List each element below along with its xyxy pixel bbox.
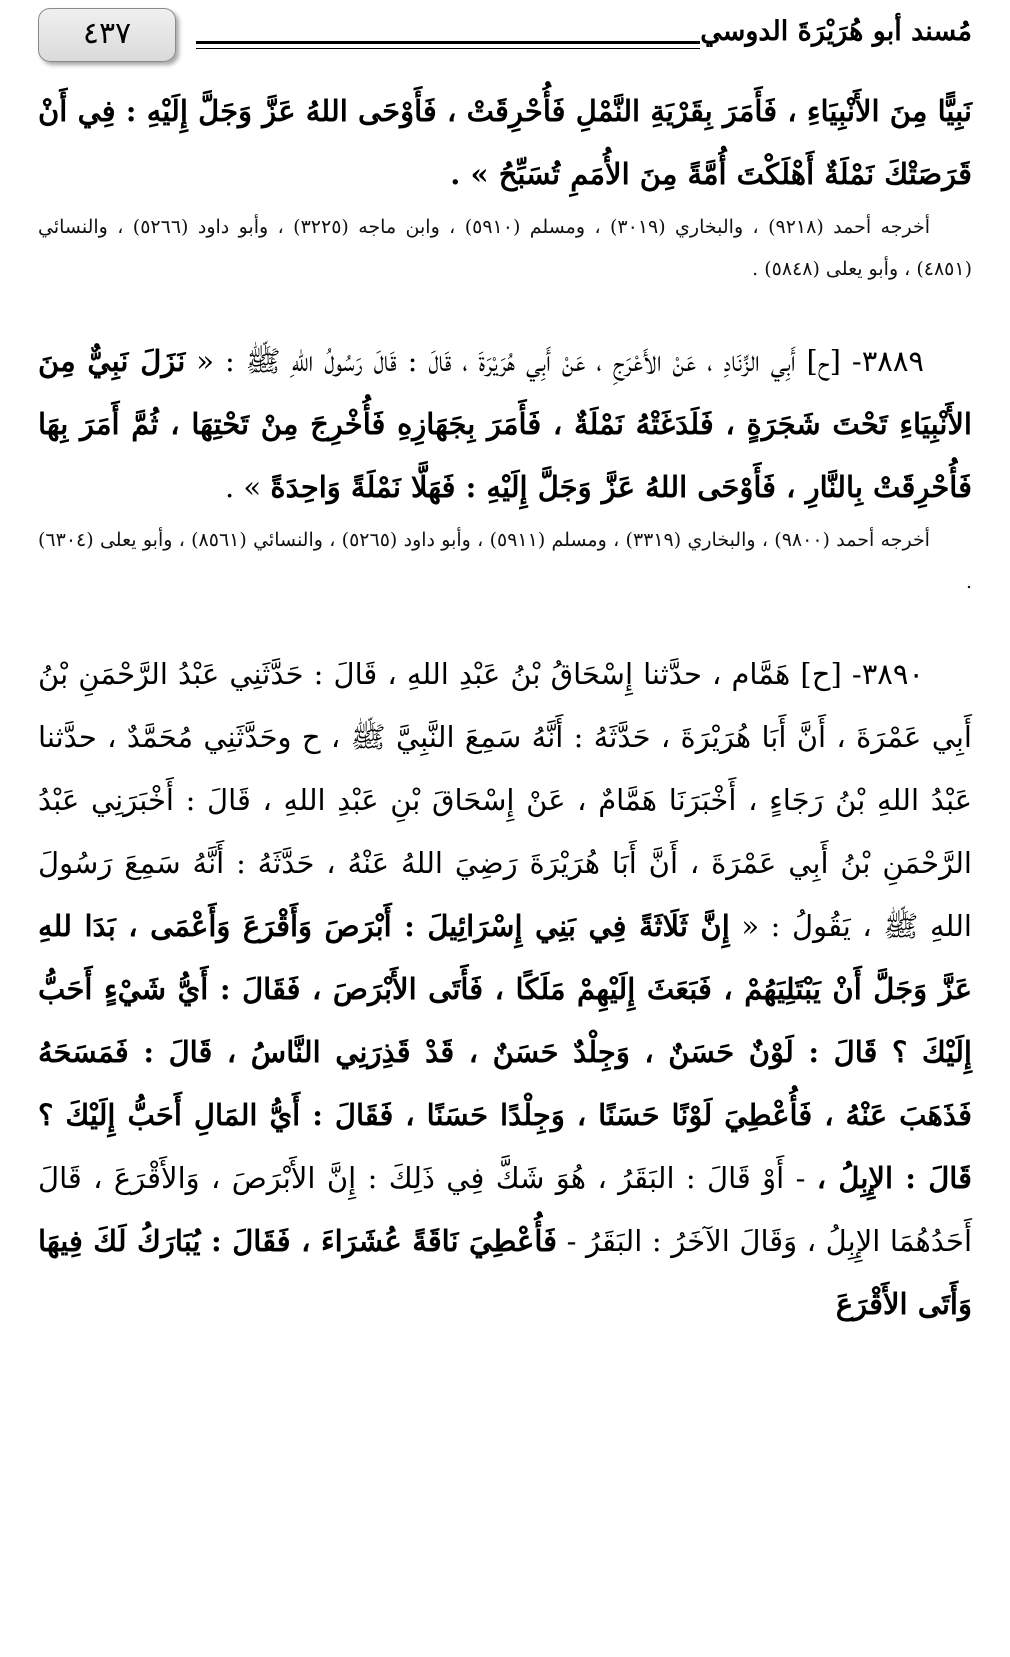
- hadith-number: ٣٨٨٩-: [851, 344, 925, 378]
- isnad-text: [ح] هَمَّام ، حدَّثنا إِسْحَاقُ بْنُ عَبْدِ اللهِ ، قَالَ : حَدَّثَنِي عَبْدُ الرَّحْمَنِ بْنُ أَبِي عَمْرَةَ ، أَنَّ أَبَا هُرَيْرَةَ ، حَدَّثَهُ : أَنَّهُ سَمِعَ النَّبِيَّ ﷺ ، ح وحَدَّثَنِي مُحَمَّدٌ ، حدَّثنا عَبْدُ اللهِ بْنُ رَجَاءٍ ، أَخْبَرَنَا هَمَّامٌ ، عَنْ إِسْحَاقَ بْنِ عَبْدِ اللهِ ، قَالَ : أَخْبَرَنِي عَبْدُ الرَّحْمَنِ بْنُ أَبِي عَمْرَةَ ، أَنَّ أَبَا هُرَيْرَةَ رَضِيَ اللهُ عَنْهُ ، حَدَّثَهُ : أَنَّهُ سَمِعَ رَسُولَ اللهِ ﷺ ، يَقُولُ : «: [38, 657, 972, 943]
- header-rule-thick: [196, 41, 700, 44]
- page-header: [38, 8, 972, 68]
- takhrij-note: أخرجه أحمد (٩٨٠٠) ، والبخاري (٣٣١٩) ، ومسلم (٥٩١١) ، وأبو داود (٥٢٦٥) ، والنسائي (٨٥٦١) ، وأبو يعلى (٦٣٠٤) .: [38, 529, 972, 593]
- page-number-badge: ٤٣٧: [38, 8, 176, 62]
- hadith-3889: [38, 330, 972, 603]
- matn-text-continued: فَأُعْطِيَ نَاقَةً عُشَرَاءَ ، فَقَالَ : يُبَارَكُ لَكَ فِيهَا وَأَتَى الأَقْرَعَ: [38, 1224, 972, 1321]
- hadith-text: [38, 643, 972, 1336]
- quote-end: » .: [225, 470, 262, 504]
- narrator-aside: - أَوْ قَالَ : البَقَرُ ، هُوَ شَكَّ فِي ذَلِكَ : إِنَّ الأَبْرَصَ ، وَالأَقْرَعَ ، قَالَ أَحَدُهُمَا الإِبِلُ ، وَقَالَ الآخَرُ : البَقَرُ -: [38, 1161, 972, 1258]
- takhrij-note: أخرجه أحمد (٩٢١٨) ، والبخاري (٣٠١٩) ، ومسلم (٥٩١٠) ، وابن ماجه (٣٢٢٥) ، وأبو داود (٥٢٦٦) ، والنسائي (٤٨٥١) ، وأبو يعلى (٥٨٤٨) .: [38, 216, 972, 280]
- running-title: مُسند أبو هُرَيْرَةَ الدوسي: [700, 16, 972, 47]
- hadith-3890: [38, 643, 972, 1336]
- hadith-continuation: [38, 80, 972, 206]
- hadith-number: ٣٨٩٠-: [851, 657, 924, 691]
- matn-text: نَزَلَ نَبِيٌّ مِنَ الأَنْبِيَاءِ تَحْتَ شَجَرَةٍ ، فَلَدَغَتْهُ نَمْلَةٌ ، فَأَمَرَ بِجَهَازِهِ فَأُخْرِجَ مِنْ تَحْتِهَا ، ثُمَّ أَمَرَ بِهَا فَأُحْرِقَتْ بِالنَّارِ ، فَأَوْحَى اللهُ عَزَّ وَجَلَّ إِلَيْهِ : فَهَلَّا نَمْلَةً وَاحِدَةً: [38, 344, 972, 504]
- spacer: [38, 290, 972, 330]
- matn-text: نَبِيًّا مِنَ الأَنْبِيَاءِ ، فَأَمَرَ بِقَرْيَةِ النَّمْلِ فَأُحْرِقَتْ ، فَأَوْحَى اللهُ عَزَّ وَجَلَّ إِلَيْهِ : فِي أَنْ قَرَصَتْكَ نَمْلَةٌ أَهْلَكْتَ أُمَّةً مِنَ الأُمَمِ تُسَبِّحُ » .: [38, 94, 972, 191]
- isnad-text: [ح] أَبِي الزِّنَادِ ، عَنْ الأَعْرَجِ ، عَنْ أَبِي هُرَيْرَةَ ، قَالَ : قَالَ رَسُولُ اللهِ ﷺ : «: [196, 344, 841, 378]
- header-rule-thin: [196, 48, 700, 49]
- page-body: [38, 80, 972, 1336]
- matn-text: إِنَّ ثَلَاثَةً فِي بَنِي إِسْرَائِيلَ : أَبْرَصَ وَأَقْرَعَ وَأَعْمَى ، بَدَا للهِ عَزَّ وَجَلَّ أَنْ يَبْتَلِيَهُمْ ، فَبَعَثَ إِلَيْهِمْ مَلَكًا ، فَأَتَى الأَبْرَصَ ، فَقَالَ : أَيُّ شَيْءٍ أَحَبُّ إِلَيْكَ ؟ قَالَ : لَوْنٌ حَسَنٌ ، وَجِلْدٌ حَسَنٌ ، قَدْ قَذِرَنِي النَّاسُ ، قَالَ : فَمَسَحَهُ فَذَهَبَ عَنْهُ ، فَأُعْطِيَ لَوْنًا حَسَنًا ، وَجِلْدًا حَسَنًا ، فَقَالَ : أَيُّ المَالِ أَحَبُّ إِلَيْكَ ؟ قَالَ : الإِبِلُ ،: [38, 909, 972, 1195]
- spacer: [38, 603, 972, 643]
- hadith-text: [38, 330, 972, 519]
